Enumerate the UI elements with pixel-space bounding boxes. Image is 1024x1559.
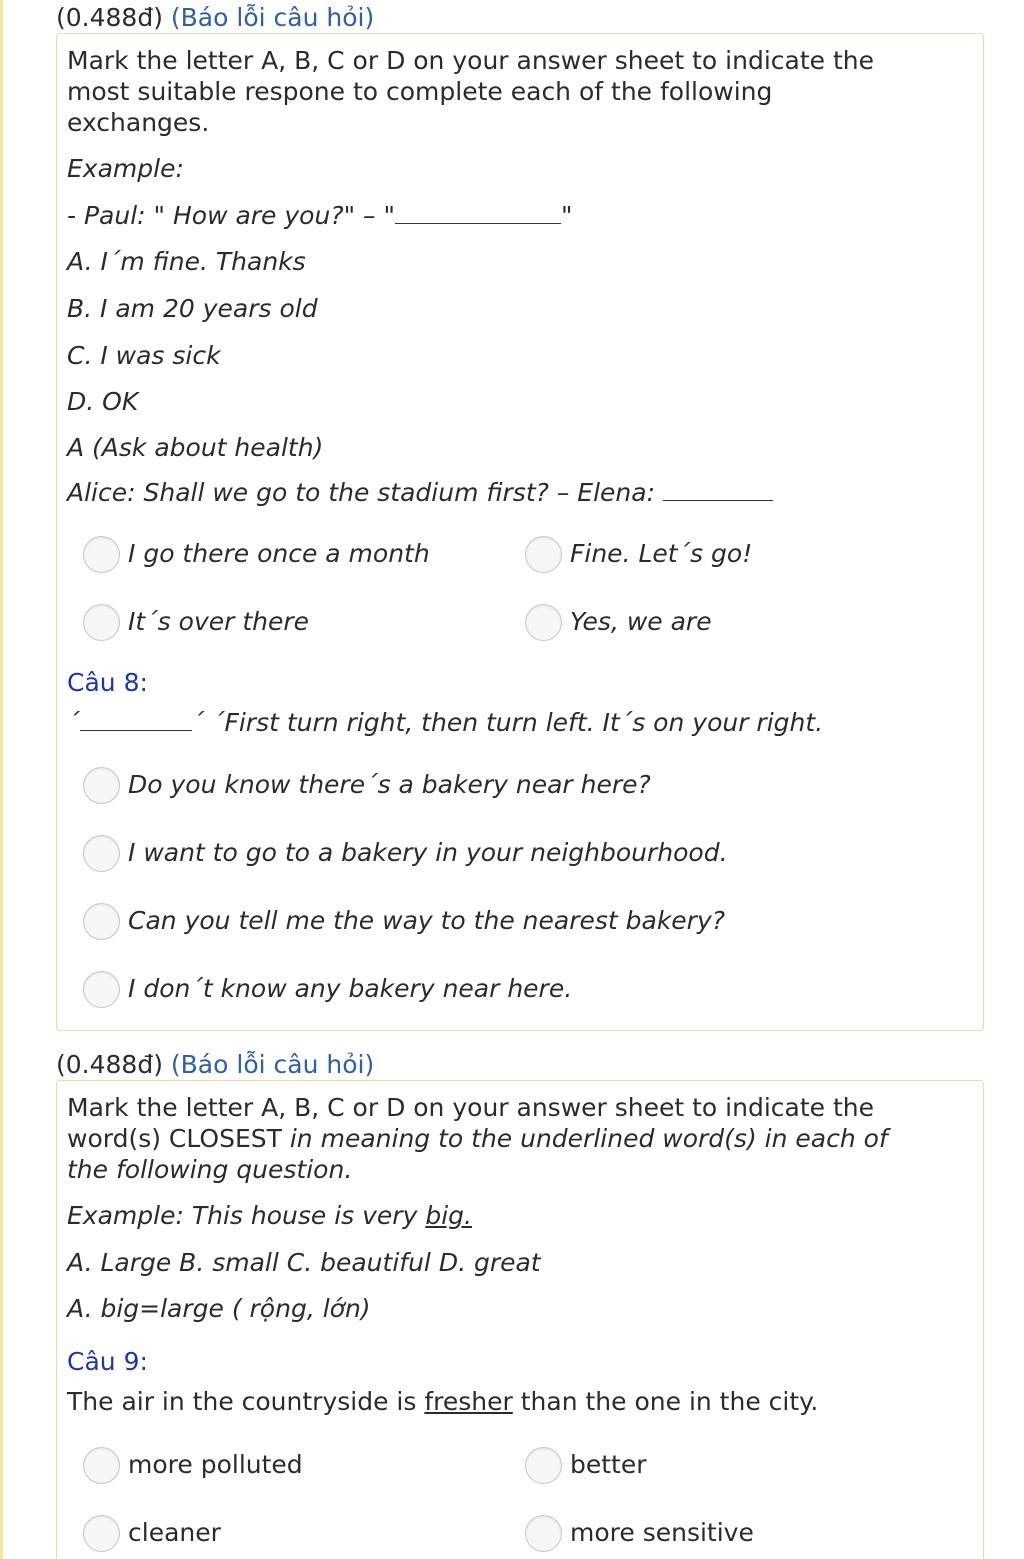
- example-option-d: D. OK: [67, 387, 139, 416]
- example-prompt: [67, 200, 572, 231]
- question-score-line: [56, 1050, 374, 1080]
- radio-button[interactable]: [83, 1447, 120, 1484]
- underlined-word: fresher: [424, 1387, 513, 1416]
- score-label: (0.488đ): [56, 3, 163, 32]
- answer-option-d[interactable]: [83, 967, 572, 1011]
- radio-button[interactable]: [525, 604, 562, 641]
- left-border: [0, 0, 3, 1559]
- radio-button[interactable]: [83, 767, 120, 804]
- radio-button[interactable]: [525, 536, 562, 573]
- answer-blank: [663, 480, 773, 501]
- option-label: Fine. Let´s go!: [570, 539, 753, 568]
- report-error-link[interactable]: (Báo lỗi câu hỏi): [170, 3, 375, 32]
- instruction-line-3: the following question.: [67, 1155, 353, 1184]
- answer-option-b[interactable]: [83, 831, 728, 875]
- radio-button[interactable]: [525, 1515, 562, 1552]
- radio-button[interactable]: [83, 536, 120, 573]
- question-heading: Câu 8:: [67, 668, 148, 697]
- option-label: more polluted: [128, 1450, 303, 1479]
- prompt-open-quote: ´: [67, 708, 80, 737]
- option-label: It´s over there: [128, 607, 310, 636]
- example-sentence: [67, 1200, 472, 1231]
- sentence-end: than the one in the city.: [512, 1387, 819, 1416]
- report-error-link[interactable]: (Báo lỗi câu hỏi): [170, 1050, 375, 1079]
- example-prompt-close: ": [560, 201, 573, 230]
- answer-option-c[interactable]: [83, 1511, 221, 1555]
- score-label: (0.488đ): [56, 1050, 163, 1079]
- example-answer: A (Ask about health): [67, 433, 324, 462]
- instruction-line-2: most suitable respone to complete each of the following: [67, 77, 773, 106]
- example-option-c: C. I was sick: [67, 341, 221, 370]
- example-text: Example: This house is very: [67, 1201, 426, 1230]
- option-label: Can you tell me the way to the nearest bakery?: [128, 906, 726, 935]
- question-card: [56, 1080, 984, 1559]
- option-label: Do you know there´s a bakery near here?: [128, 770, 651, 799]
- radio-button[interactable]: [83, 903, 120, 940]
- instruction-line-2: [67, 1123, 888, 1154]
- instruction-line-1: Mark the letter A, B, C or D on your answer sheet to indicate the: [67, 1093, 875, 1122]
- prompt-text: ´ ´First turn right, then turn left. It´s on your right.: [191, 708, 824, 737]
- radio-button[interactable]: [83, 1515, 120, 1552]
- example-option-a: A. I´m fine. Thanks: [67, 247, 306, 276]
- answer-option-a[interactable]: [83, 763, 651, 807]
- answer-option-d[interactable]: [525, 1511, 754, 1555]
- instruction-line-1: Mark the letter A, B, C or D on your answer sheet to indicate the: [67, 46, 875, 75]
- answer-option-a[interactable]: [83, 1443, 303, 1487]
- answer-blank: [80, 710, 192, 731]
- example-label: Example:: [67, 154, 184, 183]
- option-label: better: [570, 1450, 647, 1479]
- option-label: I want to go to a bakery in your neighbourhood.: [128, 838, 728, 867]
- answer-option-c[interactable]: [83, 899, 725, 943]
- instruction-plain: word(s) CLOSEST: [67, 1124, 290, 1153]
- question-heading: Câu 9:: [67, 1347, 148, 1376]
- sentence-start: The air in the countryside is: [67, 1387, 425, 1416]
- example-answer: A. big=large ( rộng, lớn): [67, 1294, 371, 1323]
- question-prompt-text: Alice: Shall we go to the stadium first? – Elena:: [67, 478, 663, 507]
- radio-button[interactable]: [83, 971, 120, 1008]
- question-sentence: [67, 1386, 818, 1417]
- answer-option-d[interactable]: [525, 600, 712, 644]
- option-label: more sensitive: [570, 1518, 754, 1547]
- instruction-line-3: exchanges.: [67, 108, 210, 137]
- radio-button[interactable]: [83, 835, 120, 872]
- answer-option-c[interactable]: [83, 600, 309, 644]
- option-label: I go there once a month: [128, 539, 430, 568]
- option-label: I don´t know any bakery near here.: [128, 974, 573, 1003]
- option-label: cleaner: [128, 1518, 221, 1547]
- example-options: A. Large B. small C. beautiful D. great: [67, 1248, 541, 1277]
- example-prompt-text: - Paul: " How are you?" – ": [67, 201, 395, 230]
- answer-option-b[interactable]: [525, 532, 752, 576]
- example-option-b: B. I am 20 years old: [67, 294, 318, 323]
- option-label: Yes, we are: [570, 607, 712, 636]
- answer-option-b[interactable]: [525, 1443, 647, 1487]
- answer-option-a[interactable]: [83, 532, 430, 576]
- question-card: [56, 33, 984, 1031]
- example-underlined-word: big.: [425, 1201, 472, 1230]
- question-score-line: [56, 3, 374, 33]
- question-prompt: [67, 477, 773, 508]
- radio-button[interactable]: [83, 604, 120, 641]
- question-prompt: [67, 707, 823, 738]
- instruction-italic: in meaning to the underlined word(s) in each of: [289, 1124, 888, 1153]
- radio-button[interactable]: [525, 1447, 562, 1484]
- answer-blank: [395, 203, 561, 224]
